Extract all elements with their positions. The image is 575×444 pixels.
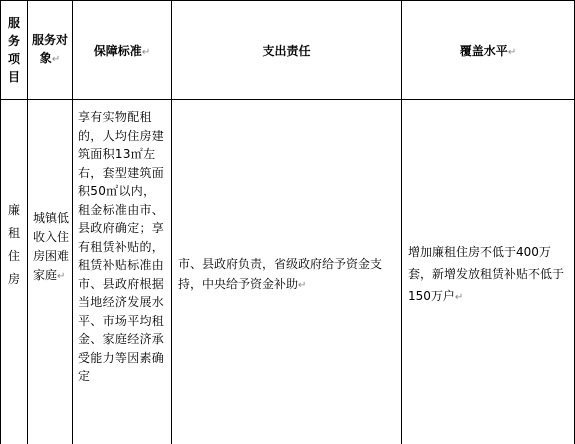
cell-standard-text: 享有实物配租的，人均住房建筑面积13㎡左右，套型建筑面积50㎡以内，租金标准由市、县政府确定；享有租赁补贴的，租赁补贴标准由市、县政府根据当地经济发展水平、市场平均租金、家庭经济承受能力等因素确定	[78, 110, 165, 383]
header-row-divider	[0, 99, 575, 100]
table-border-top	[0, 0, 575, 1]
cell-service-item-text: 廉租住房	[7, 203, 20, 286]
column-divider	[401, 0, 402, 444]
table-border-left	[0, 0, 1, 444]
column-divider	[171, 0, 172, 444]
column-divider	[72, 0, 73, 444]
cell-responsibility-text: 市、县政府负责，省级政府给予资金支持，中央给予资金补助	[178, 257, 383, 291]
column-divider	[27, 0, 28, 444]
paragraph-mark: ↵	[51, 54, 61, 65]
paragraph-mark: ↵	[507, 46, 517, 58]
cell-responsibility	[178, 254, 392, 302]
header-service-item-text: 服务项目	[7, 16, 20, 84]
header-service-item	[3, 2, 25, 98]
paragraph-mark: ↵	[298, 280, 307, 291]
header-standard	[74, 2, 170, 98]
header-coverage-text: 覆盖水平	[459, 43, 508, 58]
paragraph-mark: ↵	[454, 292, 464, 303]
header-responsibility	[173, 2, 400, 98]
header-coverage	[403, 2, 573, 98]
paragraph-mark: ↵	[141, 46, 151, 58]
cell-standard	[78, 108, 166, 444]
cell-service-target-text: 城镇低收入住房困难家庭	[33, 211, 70, 282]
header-responsibility-text: 支出责任	[262, 43, 311, 58]
paragraph-mark: ↵	[57, 271, 66, 282]
cell-service-target	[33, 209, 69, 339]
header-service-target	[31, 2, 69, 98]
header-standard-text: 保障标准	[93, 43, 142, 58]
cell-coverage	[408, 241, 570, 311]
header-service-target-text: 服务对象	[31, 33, 68, 65]
cell-service-item	[4, 190, 24, 300]
cell-coverage-text: 增加廉租住房不低于400万套，新增发放租赁补贴不低于150万户	[408, 245, 565, 303]
